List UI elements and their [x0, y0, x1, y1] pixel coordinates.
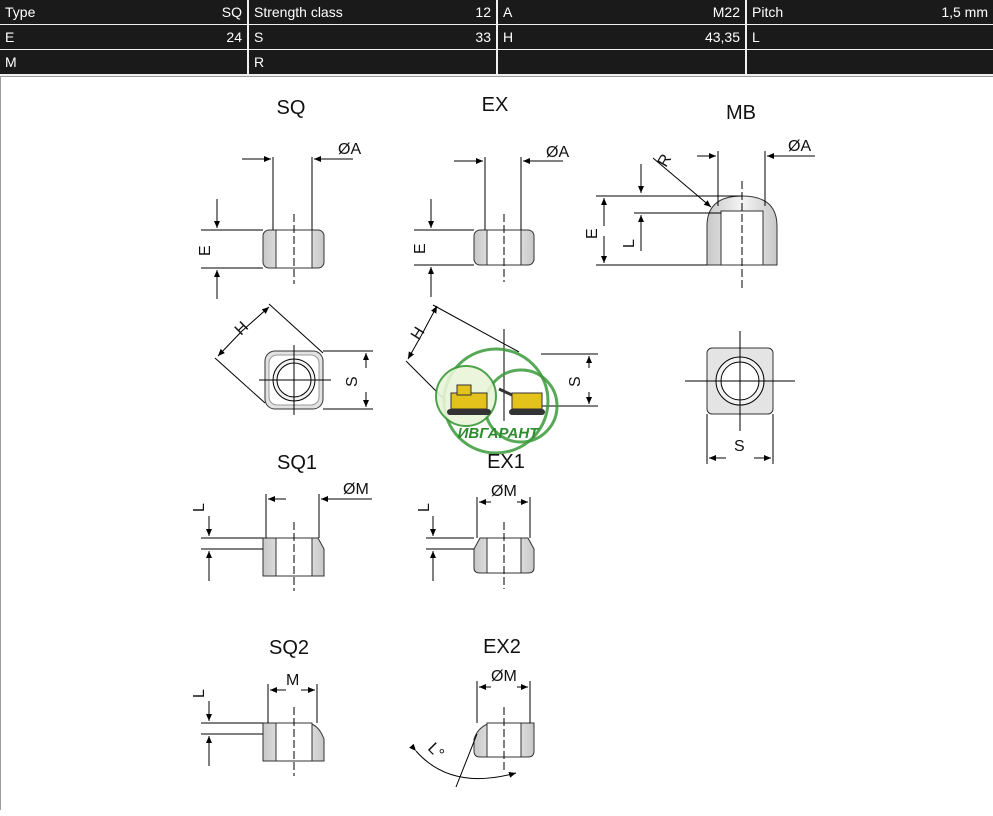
title-mb: MB	[726, 102, 756, 124]
label-sq1-l: L	[191, 503, 208, 512]
title-sq1: SQ1	[276, 452, 318, 474]
spec-cell-m: M	[0, 50, 247, 74]
spec-row-1	[0, 0, 993, 25]
spec-cell-strength: Strength class 12	[249, 0, 496, 24]
label-ex-e: E	[412, 243, 429, 254]
spec-cell-empty-2	[747, 50, 993, 74]
spec-cell-r: R	[249, 50, 496, 74]
label-ex-dia-a: ØA	[546, 144, 570, 161]
label-sq-h: H	[231, 318, 253, 339]
spec-cell-e: E 24	[0, 25, 247, 49]
ex2-side-view	[416, 681, 534, 787]
spec-table	[0, 0, 993, 76]
title-sq2: SQ2	[268, 637, 310, 659]
watermark-text: ИВГАРАНТ	[457, 425, 539, 442]
title-ex: EX	[481, 94, 509, 116]
label-ex-h: H	[407, 324, 429, 344]
title-sq: SQ	[276, 97, 306, 119]
label-sq-s: S	[344, 376, 361, 387]
spec-cell-l: L	[747, 25, 993, 49]
spec-cell-empty-1	[498, 50, 745, 74]
label-sq2-l: L	[191, 689, 208, 698]
label-sq2-m: M	[286, 672, 300, 689]
label-sq1-dia-m: ØM	[343, 481, 369, 498]
sq-side-view	[201, 157, 353, 299]
label-ex2-angle: L°	[424, 739, 448, 763]
label-ex2-dia-m: ØM	[491, 668, 517, 685]
technical-drawing	[0, 76, 993, 810]
label-ex-s: S	[567, 376, 584, 387]
label-sq-e: E	[197, 245, 214, 256]
title-ex1: EX1	[487, 451, 525, 473]
watermark-logo	[436, 349, 557, 453]
spec-cell-a: A M22	[498, 0, 745, 24]
ex1-side-view	[426, 497, 534, 589]
label-mb-e: E	[584, 228, 601, 239]
ex-side-view	[414, 157, 563, 297]
sq1-side-view	[201, 494, 372, 591]
drawing-svg	[1, 77, 993, 811]
spec-row-3	[0, 50, 993, 75]
spec-cell-h: H 43,35	[498, 25, 745, 49]
ex-top-view	[406, 305, 598, 421]
spec-row-2	[0, 25, 993, 50]
title-ex2: EX2	[483, 636, 521, 658]
spec-cell-s: S 33	[249, 25, 496, 49]
label-mb-dia-a: ØA	[788, 138, 812, 155]
label-ex1-l: L	[416, 503, 433, 512]
spec-cell-pitch: Pitch 1,5 mm	[747, 0, 993, 24]
label-mb-l: L	[621, 239, 638, 248]
mb-side-view	[596, 151, 815, 291]
label-mb-r: R	[654, 151, 676, 170]
label-ex1-dia-m: ØM	[491, 483, 517, 500]
label-mb-s: S	[734, 438, 745, 455]
spec-cell-type: Type SQ	[0, 0, 247, 24]
sq2-side-view	[201, 684, 324, 776]
label-sq-dia-a: ØA	[338, 141, 362, 158]
